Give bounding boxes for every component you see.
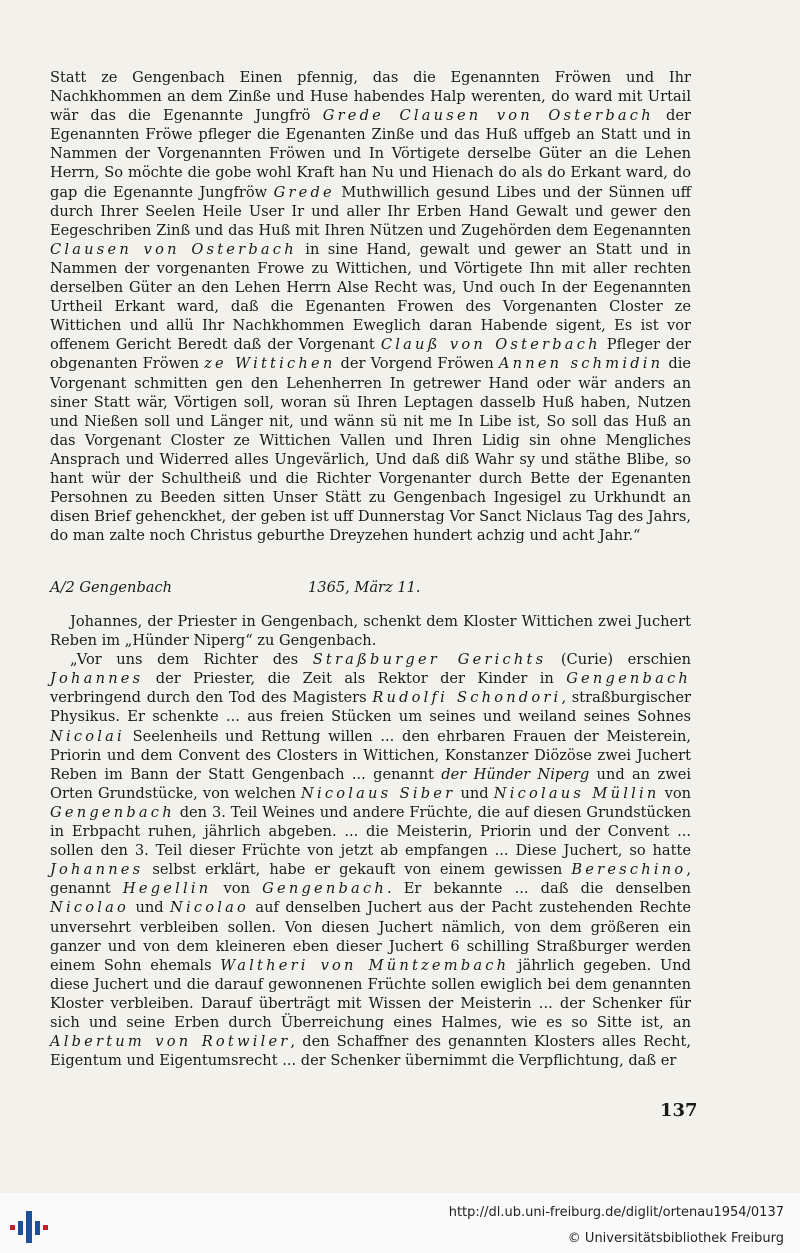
text-run: der Priester, die Zeit als Rektor der Kinder in <box>143 670 567 688</box>
spaced-name: Grede <box>273 183 335 201</box>
spaced-name: Grede Clausen von Osterbach <box>322 107 654 125</box>
spaced-name: Straßburger Gerichts <box>312 651 547 669</box>
text-run: (Curie) erschien <box>546 651 692 669</box>
library-logo-icon <box>8 1207 50 1245</box>
text-run: und <box>129 899 170 917</box>
spaced-name: Gengenbach <box>566 670 691 688</box>
heading-reference: A/2 Gengenbach <box>50 579 173 596</box>
text-run: und an zwei Orten Grundstücke, von welchen <box>50 765 691 802</box>
text-run: und <box>455 784 494 802</box>
text-run: Statt ze Gengenbach Einen pfennig, das die Egenannten Fröwen und Ihr Nachkhommen an dem Zinße und Huse habendes Halp werenten, do ward mit Urtail wär das die Egenannte Jungfrö <box>50 69 691 125</box>
spaced-name: Gengenbach <box>262 880 387 898</box>
text-run: verbringend durch den Tod des Magisters <box>50 689 373 707</box>
text-run: jährlich gegeben. Und diese Juchert und die darauf gewonnenen Früchte sollen ewiglich bei dem genannten Kloster verbleiben. Darauf überträgt mit Wissen der Meisterin ... der Schenker für sich und seine Erben durch Überreichung eines Halmes, wie es so Sitte ist, an <box>50 956 691 1031</box>
spaced-name: Waltheri von Müntzembach <box>220 956 510 974</box>
text-run: von <box>211 880 263 898</box>
footer <box>0 1193 800 1253</box>
text-run: , straßburgischer Physikus. Er schenkte ... aus freien Stücken um seines und weiland seines Sohnes <box>50 689 691 726</box>
text-run: „Vor uns dem Richter des <box>70 651 313 669</box>
paragraph-document <box>50 650 691 1070</box>
text-run: Muthwillich gesund Libes und der Sünnen uff durch Ihrer Seelen Heile User Ir und aller Ihr Erben Hand Gewalt und gewer den Eegeschriben Zinß und das Huß mit Ihren Nützen und Zugehörden dem Eegenannten <box>50 183 692 239</box>
heading-date: 1365, März 11. <box>308 579 421 596</box>
spaced-name: Annen schmidin <box>498 355 664 373</box>
regest-text <box>50 612 691 1070</box>
spaced-name: Albertum von Rotwiler <box>50 1033 291 1051</box>
spaced-name: Bereschino <box>571 861 687 879</box>
text-run: , den Schaffner des genannten Klosters alles Recht, Eigentum und Eigentumsrecht ... der Schenker übernimmt die Verpflichtung, daß er <box>50 1033 691 1070</box>
copyright-text: © Universitätsbibliothek Freiburg <box>567 1231 784 1246</box>
spaced-name: Johannes <box>50 861 144 879</box>
paragraph-summary: Johannes, der Priester in Gengenbach, schenkt dem Kloster Wittichen zwei Juchert Reben im „Hünder Niperg“ zu Gengenbach. <box>50 613 691 650</box>
text-run: den 3. Teil Weines und andere Früchte, die auf diesen Grundstücken in Erbpacht ruhen, jährlich abgeben. ... die Meisterin, Priorin und der Convent ... sollen den 3. Teil dieser Früchte von jetzt ab empfangen ... Diese Juchert, so hatte <box>50 803 691 860</box>
spaced-name: ze Wittichen <box>204 355 336 373</box>
text-run: in sine Hand, gewalt und gewer an Statt und in Nammen der vorgenanten Frowe zu Wittichen, und Vörtigete Ihn mit aller rechten derselben Güter an den Lehen Herrn Alse Recht was, Und ouch In der Eegenannten Urtheil Erkant ward, daß die Egenanten Frowen des Vorgenanten Closter ze Wittichen und allü Ihr Nachkhommen Eweglich daran Habende sigent, Es ist vor offenem Gericht Beredt daß der Vorgenant <box>50 240 691 354</box>
text-run: . Er bekannte ... daß die denselben <box>386 880 691 898</box>
text-run: Pfleger der obgenanten Fröwen <box>50 336 691 373</box>
spaced-name: Clauß von Osterbach <box>380 336 601 354</box>
document-url-link[interactable]: http://dl.ub.uni-freiburg.de/diglit/ortenau1954/0137 <box>448 1205 784 1220</box>
spaced-name: Nicolaus Müllin <box>493 784 660 802</box>
spaced-name: Hegellin <box>122 880 212 898</box>
spaced-name: Clausen von Osterbach <box>50 240 297 258</box>
spaced-name: Nicolao <box>169 899 250 917</box>
page-number: 137 <box>660 1100 698 1121</box>
spaced-name: Nicolao <box>50 899 130 917</box>
text-run: selbst erklärt, habe er gekauft von einem gewissen <box>143 861 572 879</box>
spaced-name: Rudolfi Schondori <box>372 689 562 707</box>
spaced-name: Gengenbach <box>50 803 175 821</box>
paragraph-charter-continuation <box>50 68 691 545</box>
spaced-name: Nicolaus Siber <box>300 784 456 802</box>
spaced-name: Nicolai <box>50 727 125 745</box>
text-run: , genannt <box>50 861 691 898</box>
text-run: auf denselben Juchert aus der Pacht zustehenden Rechte unversehrt verbleiben sollen. Von diesen Juchert nämlich, von dem größeren ein ganzer und von dem kleineren eben dieser Juchert 6 schilling Straßburger werden einem Sohn ehemals <box>50 899 691 974</box>
quoted-charter-text <box>50 68 691 545</box>
text-run: der Egenannten Fröwe pfleger die Egenanten Zinße und das Huß uffgeb an Statt und in Nammen der Vorgenannten Fröwen und In Vörtigete derselbe Güter an die Lehen Herrn, So möchte die gobe wohl Kraft han Nu und Hienach do als do Erkant ward, do gap die Egenannte Jungfröw <box>50 107 691 201</box>
italic-text: der Hünder Niperg <box>441 765 590 783</box>
text-run: die Vorgenant schmitten gen den Lehenherren In getrewer Hand oder wär anders an siner Statt wär, Vörtigen soll, woran sü Ihren Leptagen dasselb Huß haben, Nutzen und Nießen soll und Länger nit, und wänn sü nit me In Libe ist, So soll das Huß an das Vorgenant Closter ze Wittichen Vallen und Ihren Lidig sin ohne Mengliches Ansprach und Widerred alles Ungevärlich, Und daß diß Wahr sy und stäthe Blibe, so hant wür der Schultheiß und die Richter Vorgenanter durch Bette der Egenanten Persohnen zu Beeden sitten Unser Stätt zu Gengenbach Ingesigel zu Urkhundt an disen Brief gehenckhet, der geben ist uff Dunnerstag Vor Sanct Niclaus Tag des Jahrs, do man zalte noch Christus geburthe Dreyzehen hundert achzig und acht Jahr.“ <box>50 355 691 545</box>
spaced-name: Johannes <box>50 670 144 688</box>
text-run: der Vorgend Fröwen <box>335 355 499 373</box>
text-run: Seelenheils und Rettung willen ... den ehrbaren Frauen der Meisterein, Priorin und dem Convent des Closters in Wittichen, Konstanzer Diözöse zwei Juchert Reben im Bann der Statt Gengenbach ... genannt <box>50 727 691 783</box>
text-run: von <box>659 784 692 802</box>
